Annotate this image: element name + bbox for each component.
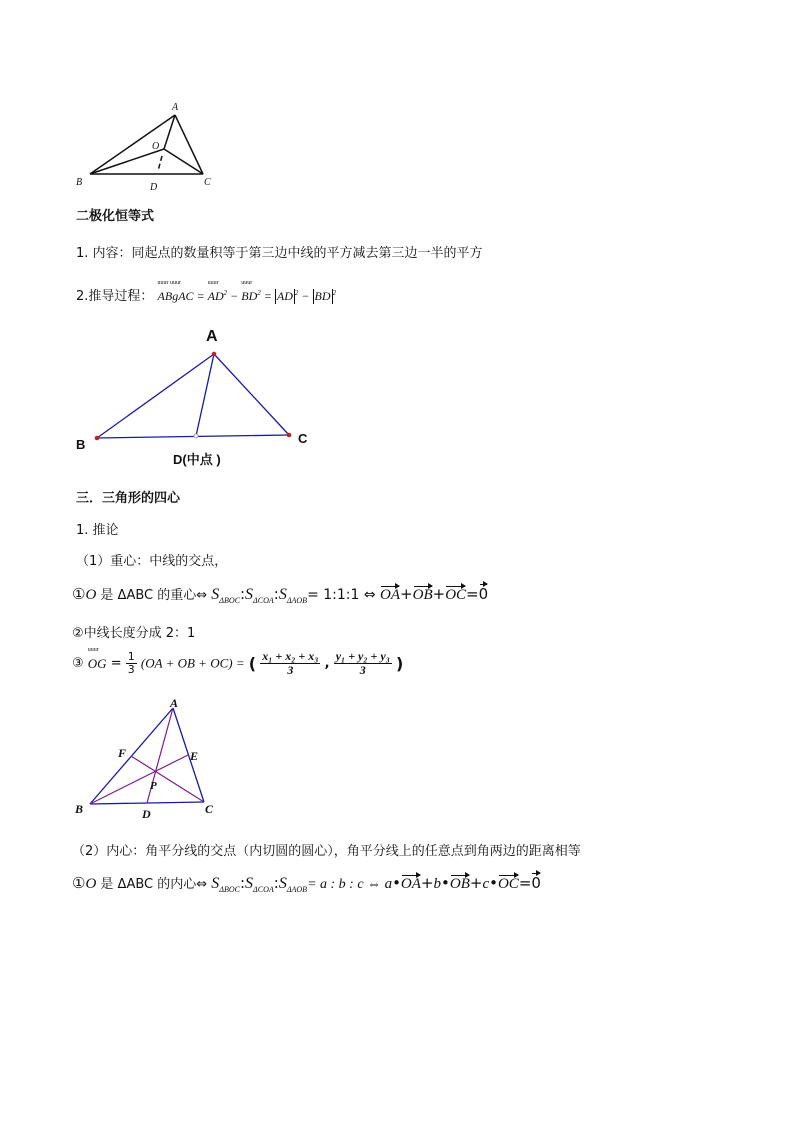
label-d: D bbox=[142, 807, 151, 821]
side-ab bbox=[97, 354, 214, 438]
label-d: D bbox=[150, 182, 158, 193]
point-d bbox=[194, 434, 198, 438]
side-ba bbox=[90, 115, 175, 174]
polarization-derivation bbox=[76, 280, 336, 304]
side-ac bbox=[173, 708, 204, 802]
side-ac bbox=[214, 354, 289, 435]
segment-od-dashed bbox=[158, 156, 162, 171]
label-a: A bbox=[170, 696, 179, 710]
derivation-label: 2.推导过程： bbox=[76, 289, 154, 304]
median-be bbox=[90, 755, 188, 804]
centroid-formula-3: ③ uuur OG = $\frac{1}{3}$ (OA + OB + OC) = ( $\frac{\text{x₁ + x₂ + x₃}}{3}$ , $\frac{\text{y₁ + y₂ + y₃}}{3}$ ) bbox=[72, 646, 404, 678]
label-c: C bbox=[298, 431, 308, 446]
corollary-title: 1. 推论 bbox=[76, 523, 119, 538]
incenter-title: （2）内心：角平分线的交点（内切圆的圆心），角平分线上的任意点到角两边的距离相等 bbox=[72, 844, 581, 859]
point-b bbox=[95, 436, 100, 441]
label-c: C bbox=[205, 802, 214, 816]
label-b: B bbox=[76, 437, 86, 452]
segment-ao bbox=[164, 115, 175, 149]
segment-bo bbox=[90, 149, 164, 174]
label-d-midpoint: D(中点 ) bbox=[173, 452, 221, 467]
figure-triangle-centroid bbox=[70, 696, 230, 826]
centroid-title: （1）重心：中线的交点， bbox=[76, 554, 228, 569]
heading-polarization-identity: 二极化恒等式 bbox=[76, 209, 155, 224]
label-e: E bbox=[190, 749, 199, 763]
heading-four-centers: 三．三角形的四心 bbox=[76, 491, 181, 506]
centroid-formula-1: ①O 是 ΔABC 的重心⇔ $S_{\Delta BOC}:S_{\Delta COA}:S_{\Delta AOB}=$ 1:1:1 ⇔ OA+OB+OC=0 bbox=[72, 585, 489, 605]
label-b: B bbox=[76, 177, 83, 188]
label-p: P bbox=[150, 780, 157, 792]
incenter-formula-1: ①O 是 ΔABC 的内心⇔ $S_{\Delta BOC}:S_{\Delta COA}:S_{\Delta AOB}= a$ : b : c ⇔ a•OA+b•OB+c•OC=0 bbox=[72, 874, 541, 894]
point-c bbox=[287, 433, 292, 438]
derivation-formula: uuur uuur ABgAC = uuur $AD^2$ − uuur $BD^2$ = AD $^2$ − BD $^2$ bbox=[157, 280, 336, 303]
label-c: C bbox=[204, 177, 211, 188]
side-bc bbox=[97, 435, 289, 438]
label-a: A bbox=[206, 328, 218, 345]
figure-triangle-midpoint bbox=[70, 322, 320, 472]
polarization-content: 1. 内容：同起点的数量积等于第三边中线的平方减去第三边一半的平方 bbox=[76, 246, 483, 261]
label-b: B bbox=[75, 802, 84, 816]
figure-triangle-median bbox=[70, 98, 230, 193]
label-f: F bbox=[118, 746, 127, 760]
median-ad bbox=[196, 354, 214, 436]
label-o: O bbox=[152, 141, 160, 152]
point-a bbox=[212, 352, 217, 357]
label-a: A bbox=[172, 102, 179, 113]
centroid-formula-2: ②中线长度分成 2：1 bbox=[72, 626, 196, 641]
